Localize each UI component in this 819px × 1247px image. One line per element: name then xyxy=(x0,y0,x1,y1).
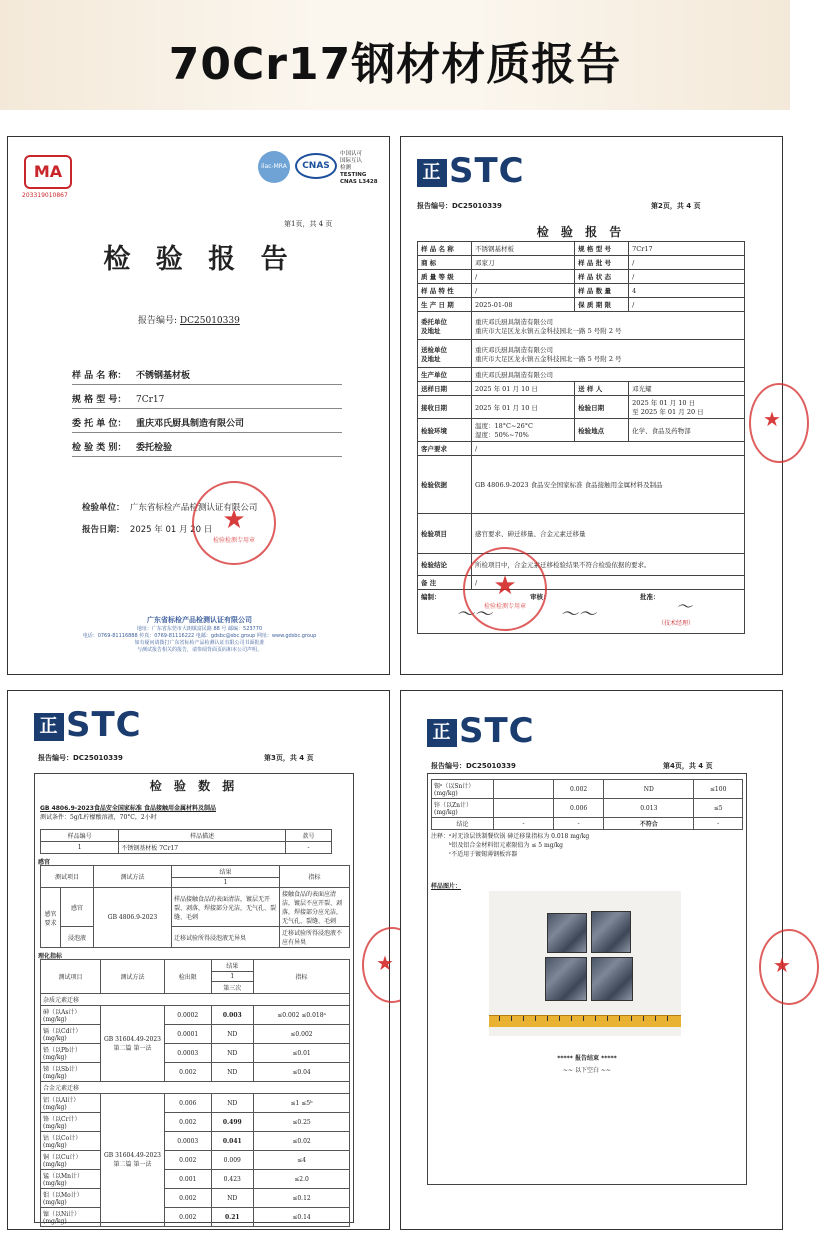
stc-logo: 正 STC xyxy=(427,711,535,751)
table-row: 合金元素迁移 xyxy=(41,1082,350,1094)
notes: 注释： ᵃ对无涂层铁制餐炊锅 砷迁移量指标为 0.018 mg/kg ᵇ铝及铝合金材料铝元素限值为 ≤ 5 mg/kg ᶜ不适用于镀锡薄钢板容器 xyxy=(431,833,590,858)
report-title: 检 验 报 告 xyxy=(536,225,626,239)
table-row: 钼（以Mo计）(mg/kg) 0.002 ND ≤0.12 xyxy=(41,1189,350,1208)
table-row: 客户要求 / xyxy=(418,442,745,456)
stamp-star-icon: ★ xyxy=(376,951,394,975)
report-page-1 xyxy=(7,136,390,675)
seam-stamp xyxy=(749,383,809,463)
field-row: 委 托 单 位： 重庆邓氏厨具制造有限公司 xyxy=(72,409,342,433)
field-row: 样 品 名 称： 不锈钢基材板 xyxy=(72,361,342,385)
table-row: 铜（以Cu计）(mg/kg) 0.002 0.009 ≤4 xyxy=(41,1151,350,1170)
stamp-star-icon: ★ xyxy=(493,571,517,601)
report-page-3 xyxy=(7,690,394,1230)
stamp-star-icon: ★ xyxy=(773,953,791,977)
table-row: 铝（以Al计）(mg/kg) GB 31604.49-2023 第二篇 第一法 0.006 ND ≤1 ≤5ᵇ xyxy=(41,1094,350,1113)
table-row: 测试项目 测试方法 检出限 结果 指标 xyxy=(41,960,350,972)
table-row: 杂质元素迁移 xyxy=(41,994,350,1006)
table-row: 测试项目 测试方法 结果 指标 xyxy=(41,866,350,878)
table-row: 铅（以Pb计）(mg/kg) 0.0003 ND ≤0.01 xyxy=(41,1044,350,1063)
sample-plate xyxy=(591,957,633,1001)
chem-section-title: 理化指标 xyxy=(38,953,63,960)
page-number: 第3页，共 4 页 xyxy=(264,754,314,762)
table-row: 结论 - - 不符合 - xyxy=(432,818,743,830)
stamp-star-icon: ★ xyxy=(222,505,246,535)
table-row: 1 xyxy=(41,972,350,982)
table-row: 镍（以Ni计）(mg/kg) 0.002 0.21 ≤0.14 xyxy=(41,1208,350,1227)
photo-label: 样品图片： xyxy=(431,883,462,890)
table-row: 锑（以Sb计）(mg/kg) 0.002 ND ≤0.04 xyxy=(41,1063,350,1082)
page-number: 第2页，共 4 页 xyxy=(651,202,701,210)
official-stamp: ★ 检验检测专用章 xyxy=(463,547,547,631)
table-row: 检验结论 所检项目中，合金元素迁移检验结果不符合检验依据的要求。 xyxy=(418,554,745,576)
table-row: 样品编号 样品描述 款号 xyxy=(41,830,332,842)
report-date: 报告日期： 2025 年 01 月 20 日 xyxy=(82,525,213,535)
table-row: 样 品 名 称 不锈钢基材板 规 格 型 号 7Cr17 xyxy=(418,242,745,256)
table-row: 检验项目 感官要求、砷迁移量、合金元素迁移量 xyxy=(418,514,745,554)
table-row: 委托单位 及地址 重庆邓氏厨具制造有限公司 重庆市大足区龙水镇五金科技园北一路 5 号附 2 号 xyxy=(418,312,745,340)
stc-logo: 正 STC xyxy=(417,151,525,191)
table-row: 备 注 / xyxy=(418,576,745,590)
table-row: 1 xyxy=(41,878,350,888)
report-number: 报告编号: DC25010339 xyxy=(138,316,240,326)
report-page-4 xyxy=(400,690,791,1230)
report-page-2 xyxy=(400,136,783,675)
stc-logo: 正 STC xyxy=(34,705,142,745)
report-number: 报告编号：DC25010339 xyxy=(38,754,123,762)
table-row: 镉（以Cd计）(mg/kg) 0.0001 ND ≤0.002 xyxy=(41,1025,350,1044)
field-row: 检 验 类 别： 委托检验 xyxy=(72,433,342,457)
report-number: 报告编号：DC25010339 xyxy=(417,202,502,210)
inspect-unit: 检验单位： 广东省标检产品检测认证有限公司 xyxy=(82,503,258,513)
chem-table-continued xyxy=(431,779,743,830)
table-row: 锰（以Mn计）(mg/kg) 0.001 0.423 ≤2.0 xyxy=(41,1170,350,1189)
table-row: 质 量 等 级 / 样 品 状 态 / xyxy=(418,270,745,284)
table-row: 浸泡液 迁移试验所得浸泡液无异臭 迁移试验所得浸泡液不应有异臭 xyxy=(41,927,350,948)
data-title: 检 验 数 据 xyxy=(149,779,239,793)
sample-plate xyxy=(591,911,631,953)
seam-stamp xyxy=(759,929,819,1005)
chem-table xyxy=(40,959,350,1227)
page-number: 第1页，共 4 页 xyxy=(284,220,333,228)
page-number: 第4页，共 4 页 xyxy=(663,762,713,770)
table-row: 商 标 邓家刀 样 品 批 号 / xyxy=(418,256,745,270)
cma-number: 203319010867 xyxy=(22,192,68,199)
blank-below: ~~ 以下空白 ~~ xyxy=(563,1067,611,1074)
field-row: 规 格 型 号： 7Cr17 xyxy=(72,385,342,409)
table-row: 检验依据 GB 4806.9-2023 食品安全国家标准 食品接触用金属材料及制品 xyxy=(418,456,745,514)
sense-section-title: 感官 xyxy=(38,859,51,866)
cma-logo: MA xyxy=(24,155,72,189)
table-row: 生产单位 重庆邓氏厨具制造有限公司 xyxy=(418,368,745,382)
page-title: 70Cr17钢材材质报告 xyxy=(168,39,622,90)
table-row: 砷（以As计）(mg/kg) GB 31604.49-2023 第二篇 第一法 0.0002 0.003 ≤0.002 ≤0.018ᵃ xyxy=(41,1006,350,1025)
table-row: 锌（以Zn计）(mg/kg) 0.006 0.013 ≤5 xyxy=(432,799,743,818)
sample-plate xyxy=(545,957,587,1001)
table-row: 检验环境 温度：18°C~26°C 湿度：50%~70% 检验地点 化学、食品及药物部 xyxy=(418,419,745,442)
approver-signature: 〜 xyxy=(676,597,693,616)
sense-table xyxy=(40,865,350,948)
official-stamp: ★ 检验检测专用章 xyxy=(192,481,276,565)
report-title: 检 验 报 告 xyxy=(103,244,296,275)
table-row: 锡ᵃ（以Sn计）(mg/kg) 0.002 ND ≤100 xyxy=(432,780,743,799)
table-row: 送样日期 2025 年 01 月 10 日 送 样 人 邓光耀 xyxy=(418,382,745,396)
table-row: 生 产 日 期 2025-01-08 保 质 期 限 / xyxy=(418,298,745,312)
signature-row: 编制： 审核： 批准： （技术经理） 〜〜 〜〜 〜 xyxy=(418,590,745,634)
cnas-accreditation-text: 中国认可 国际互认 检测 TESTING CNAS L3428 xyxy=(340,151,378,185)
editor-signature: 〜〜 xyxy=(456,604,492,625)
sample-plate xyxy=(547,913,587,953)
test-standard: GB 4806.9-2023食品安全国家标准 食品接触用金属材料及制品 xyxy=(40,805,217,812)
cnas-logo: CNAS xyxy=(295,153,337,179)
sample-photo xyxy=(489,891,681,1036)
stamp-star-icon: ★ xyxy=(763,407,781,431)
sample-fields xyxy=(72,361,342,457)
footer: 广东省标检产品检测认证有限公司 地址：广东省东莞市大朗镇富民路 88 号 邮编：523770 电话：0769-81116888 传真：0769-81116222 电邮：gdsbc@sbc.group 网址：www.gdsbc.group 如有疑问请拨打广东省标检产品检测认证有限公司书面批准 与测试报告相关的报告，请参阅背面页码和本公司声明。 xyxy=(82,616,317,653)
title-banner xyxy=(0,0,790,110)
table-row: 1 不锈钢基材板 7Cr17 - xyxy=(41,842,332,854)
table-row: 铬（以Cr计）(mg/kg) 0.002 0.499 ≤0.25 xyxy=(41,1113,350,1132)
table-row: 送检单位 及地址 重庆邓氏厨具制造有限公司 重庆市大足区龙水镇五金科技园北一路 5 号附 2 号 xyxy=(418,340,745,368)
report-number: 报告编号：DC25010339 xyxy=(431,762,516,770)
table-row: 钴（以Co计）(mg/kg) 0.0003 0.041 ≤0.02 xyxy=(41,1132,350,1151)
table-row: 样 品 特 性 / 样 品 数 量 4 xyxy=(418,284,745,298)
reviewer-signature: 〜〜 xyxy=(560,604,596,625)
test-conditions: 测试条件：5g/L柠檬酸溶液，70°C，2小时 xyxy=(40,814,157,821)
sample-table xyxy=(40,829,332,854)
measuring-ruler xyxy=(489,1015,681,1027)
ilac-mra-logo: ilac-MRA xyxy=(258,151,290,183)
table-row: 第三次 xyxy=(41,982,350,994)
table-row: 接收日期 2025 年 01 月 10 日 检验日期 2025 年 01 月 10 日 至 2025 年 01 月 20 日 xyxy=(418,396,745,419)
report-end: ***** 报告结束 ***** xyxy=(557,1055,617,1062)
table-row: 感官要求 感官 GB 4806.9-2023 样品接触食品的表面清洁，镀层无开裂、剥落，焊接部分光洁，无气孔、裂缝、毛刺 接触食品的表面应清洁，镀层不应开裂、剥落，焊接部分应光洁，无气孔、裂缝、毛刺 xyxy=(41,888,350,927)
